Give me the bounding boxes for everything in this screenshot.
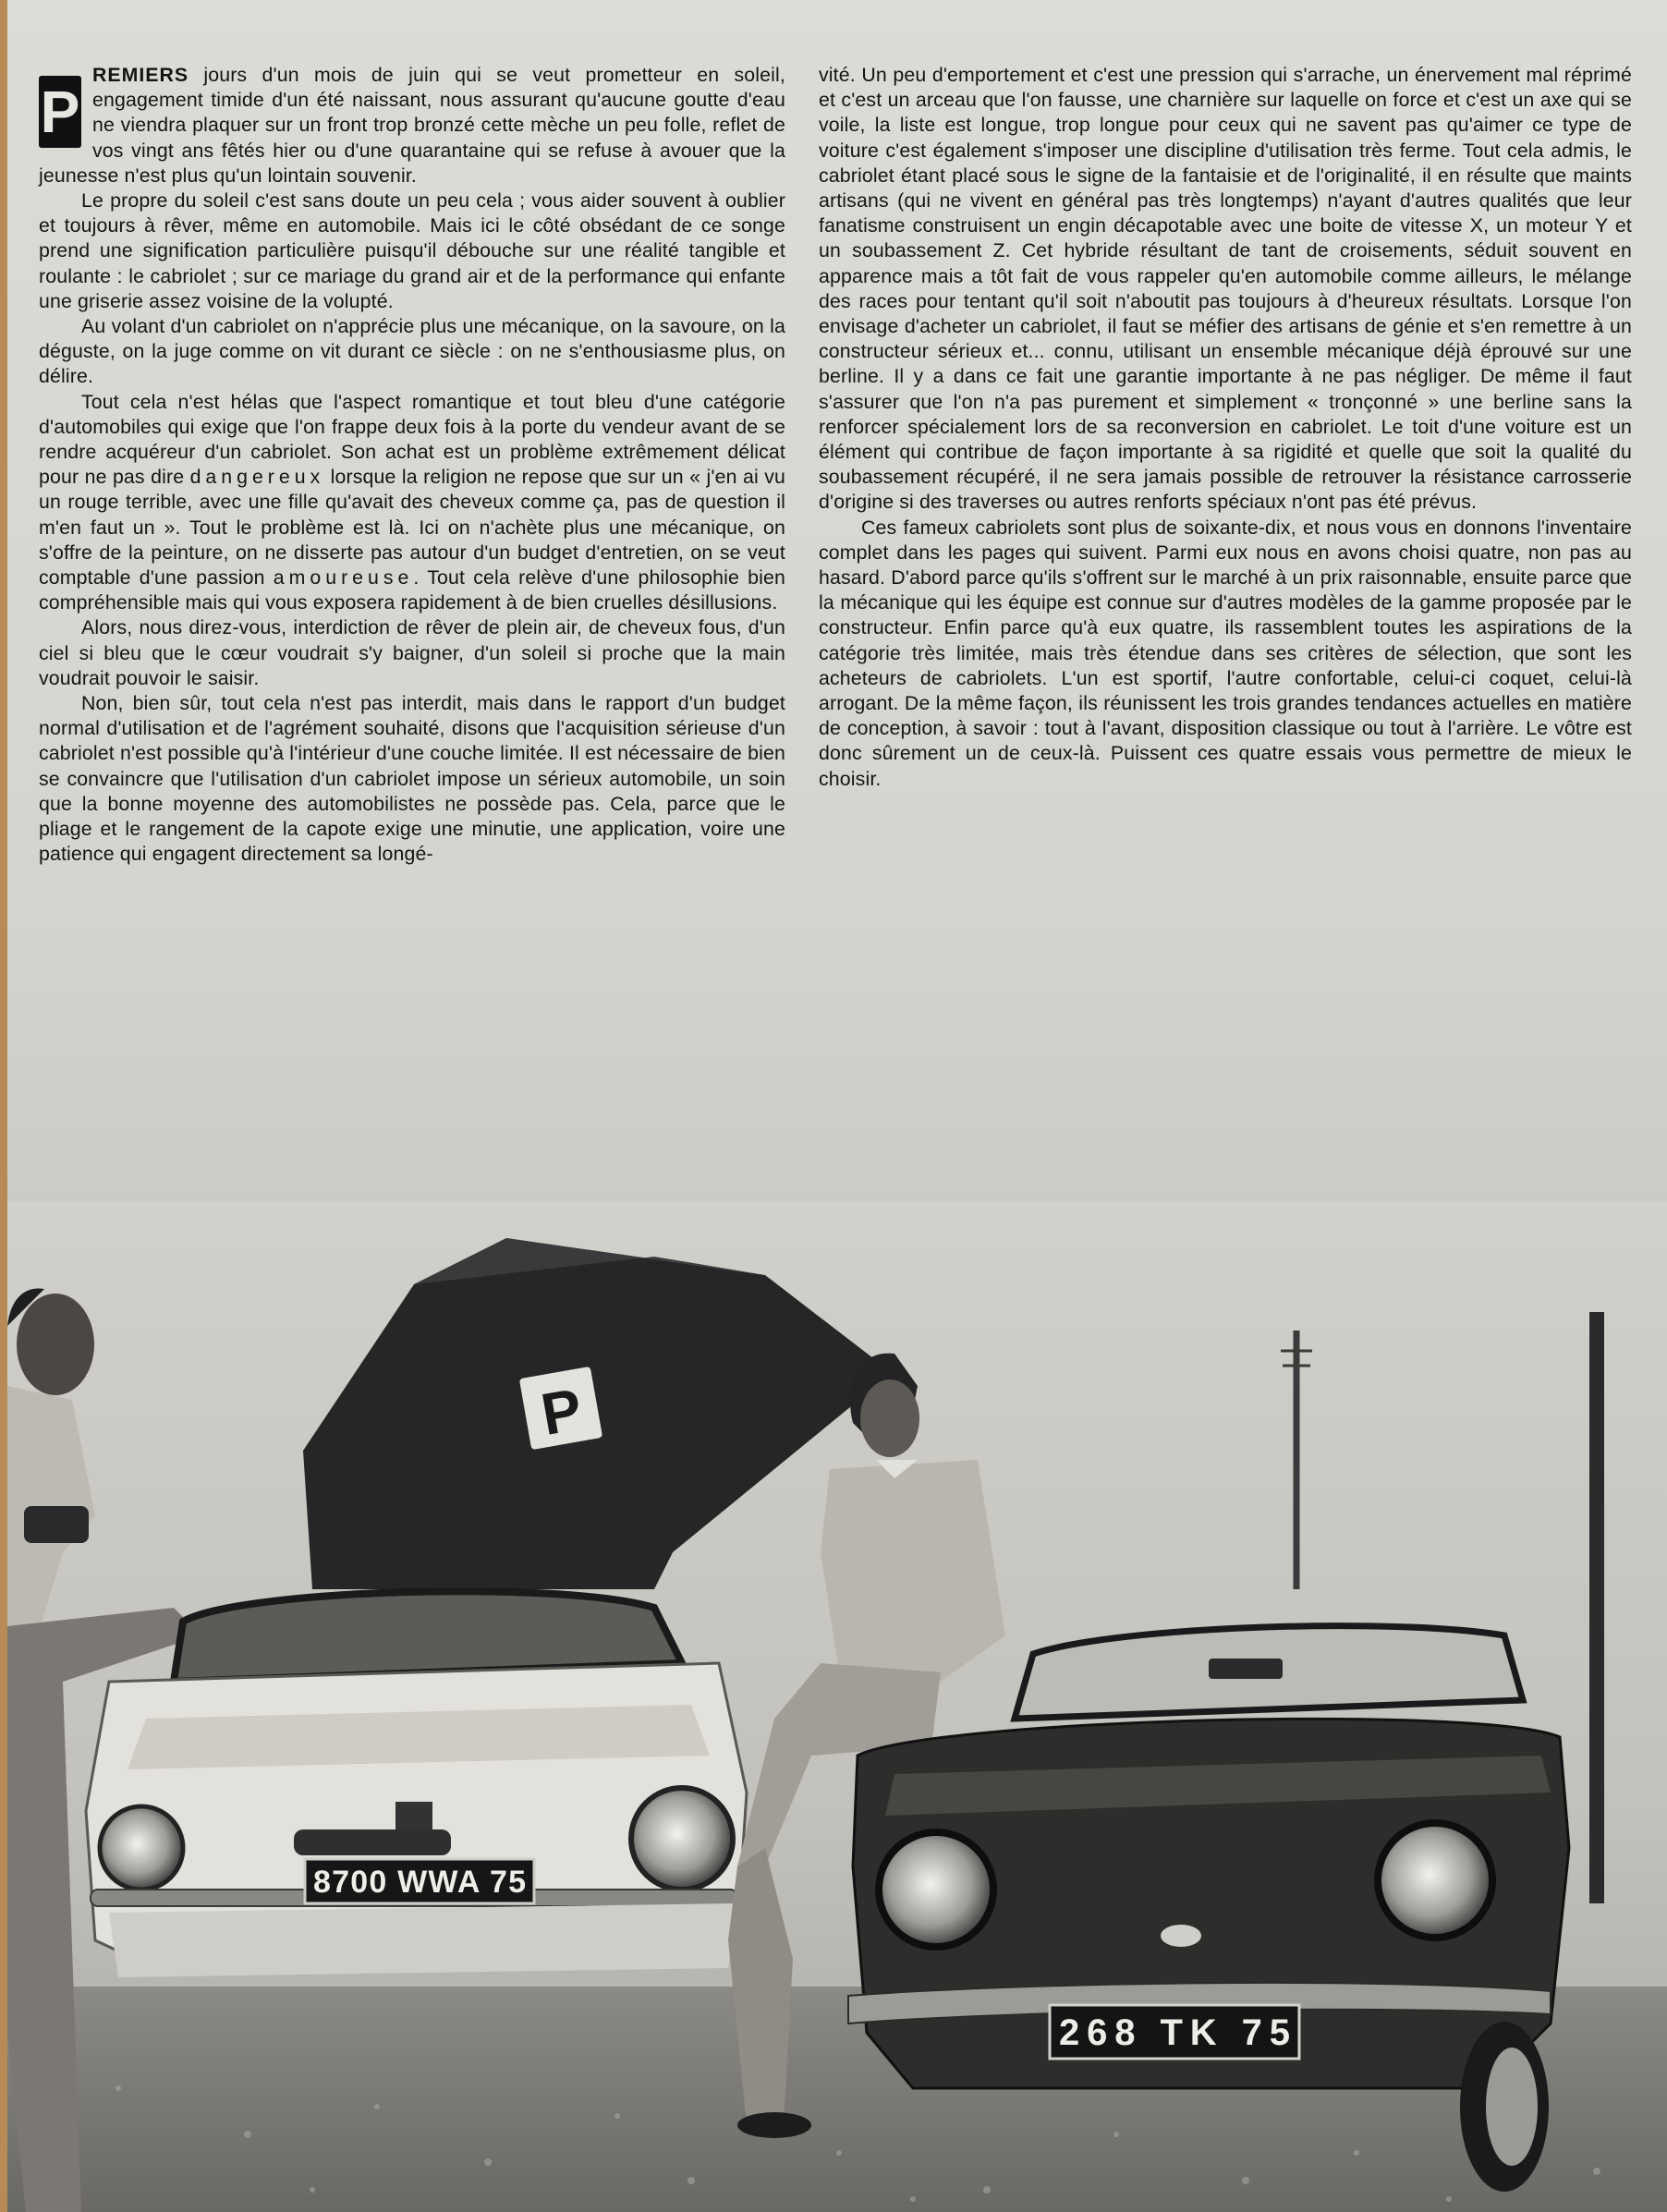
lead-word: REMIERS — [92, 64, 189, 86]
dropcap: P — [39, 76, 81, 148]
paragraph-8: Ces fameux cabriolets sont plus de soixante-dix, et nous vous en donnons l'inventaire complet dans les pages qui suivent. Parmi eux nous en avons choisi quatre, non pas au hasard. D'abord parce qu'ils s'offrent sur le marché à un prix raisonnable, ensuite parce que la mécanique qui les équipe est connue sur d'autres modèles de la gamme proposée par le constructeur. Enfin parce qu'à eux quatre, ils rassemblent toutes les aspirations de la catégorie très limitée, mais très étendue dans ses critères de sélection, que sont les acheteurs de cabriolets. L'un est sportif, l'autre confortable, celui-ci coquet, celui-là arrogant. De la même façon, ils réunissent les trois grandes tendances actuelles en matière de conception, à savoir : tout à l'avant, disposition classique ou tout à l'arrière. Le vôtre est donc sûrement un de ceux-là. Puissent ces quatre essais vous permettre de mieux le choisir. — [819, 516, 1632, 790]
photo-illustration — [7, 1201, 1667, 2212]
paragraph-intro — [39, 63, 785, 188]
paragraph-4-part-b: lorsque la religion ne repose que sur un « j'en ai vu un rouge terrible, avec une fille qu'avait des cheveux comme ça, pas de question il m'en faut un ». Tout le problème est là. Ici on n'achète plus une mécanique, on s'offre de la peinture, on ne disserte pas autour d'un budget d'entretien, on se veut comptable d'une passion — [39, 466, 785, 589]
text-column-right — [819, 63, 1632, 792]
plate-left: 8700 WWA 75 — [313, 1865, 526, 1900]
text-column-left — [39, 63, 785, 868]
paragraph-2: Le propre du soleil c'est sans doute un peu cela ; vous aider souvent à oublier et toujours à rêver, même en automobile. Mais ici le côté obsédant de ce songe prend une signification particulière puisqu'il débouche sur une réalité tangible et roulante : le cabriolet ; sur ce mariage du grand air et de la performance qui enfante une griserie assez voisine de la volupté. — [39, 189, 785, 312]
cabriolet-photo — [7, 1201, 1667, 2212]
paragraph-3: Au volant d'un cabriolet on n'apprécie plus une mécanique, on la savoure, on la déguste, on la juge comme on vit durant ce siècle : on ne s'enthousiasme plus, on délire. — [39, 315, 785, 388]
plate-right: 268 TK 75 — [1059, 2012, 1290, 2053]
paragraph-6: Non, bien sûr, tout cela n'est pas interdit, mais dans le rapport d'un budget normal d'utilisation et de l'agrément souhaité, disons que l'acquisition sérieuse d'un cabriolet n'est possible qu'à l'intérieur d'une couche limitée. Il est nécessaire de bien se convaincre que l'utilisation d'un cabriolet impose un sérieux automobile, un soin que la bonne moyenne des automobilistes ne possède pas. Cela, parce que le pliage et le rangement de la capote exige une minutie, une application, voire une patience qui engagent directement sa longé- — [39, 692, 785, 866]
magazine-page — [7, 0, 1667, 2212]
paragraph-4 — [39, 390, 785, 616]
paragraph-4-part-a: Tout cela n'est hélas que l'aspect romantique et tout bleu d'une catégorie d'automobiles qui exige que l'on frappe deux fois à la porte du vendeur avant de se rendre acquéreur d'un cabriolet. Son achat est un problème extrêmement délicat pour ne pas dire — [39, 390, 785, 489]
paragraph-5: Alors, nous direz-vous, interdiction de rêver de plein air, de cheveux fous, d'un ciel si bleu que le cœur voudrait s'y baigner, d'un soleil si proche que la main voudrait pouvoir le saisir. — [39, 616, 785, 689]
intro-text: jours d'un mois de juin qui se veut prometteur en soleil, engagement timide d'un été naissant, nous assurant qu'aucune goutte d'eau ne viendra plaquer sur un front trop bronzé cette mèche un peu folle, reflet de vos vingt ans fêtés hier ou d'une quarantaine qui se refuse à avouer que la jeunesse n'est plus qu'un lointain souvenir. — [39, 64, 785, 187]
hood-letter: P — [536, 1375, 587, 1449]
spaced-word-amoureuse: amoureuse — [273, 566, 414, 589]
spaced-word-dangereux: dangereux — [189, 466, 325, 489]
paragraph-4-part-c: . Tout cela relève d'une philosophie bien compréhensible mais qui vous exposera rapidement à de bien cruelles désillusions. — [39, 566, 785, 614]
paragraph-7: vité. Un peu d'emportement et c'est une pression qui s'arrache, un énervement mal réprimé et c'est un arceau que l'on fausse, une charnière sur laquelle on force et c'est un axe qui se voile, la liste est longue, trop longue pour ceux qui ne savent pas qu'aimer ce type de voiture c'est également s'imposer une discipline d'utilisation très ferme. Tout cela admis, le cabriolet étant placé sous le signe de la fantaisie et de l'originalité, il en résulte que maints artisans (qui ne vivent en général pas très longtemps) n'ayant d'autres qualités que leur fanatisme construisent un engin décapotable avec une boite de vitesse X, un moteur Y et un soubassement Z. Cet hybride résultant de tant de croisements, séduit souvent en apparence mais a tôt fait de vous rappeler qu'en automobile comme ailleurs, le mélange des races pour tentant qu'il soit n'aboutit pas toujours à d'heureux résultats. Lorsque l'on envisage d'acheter un cabriolet, il faut se méfier des artisans de génie et s'en remettre à un constructeur sérieux et... connu, utilisant un ensemble mécanique déjà éprouvé sur une berline. Il y a dans ce fait une garantie importante à ne pas négliger. De même il faut s'assurer que l'on n'a pas purement et simplement « tronçonné » une berline sans la renforcer spécialement lors de sa reconversion en cabriolet. Le toit d'une voiture est un élément qui contribue de façon importante à sa rigidité et quelle que soit la qualité du soubassement récupéré, il ne sera jamais possible de retrouver la résistance carrosserie d'origine si des traverses ou autres renforts spéciaux n'ont pas été prévus. — [819, 64, 1632, 514]
